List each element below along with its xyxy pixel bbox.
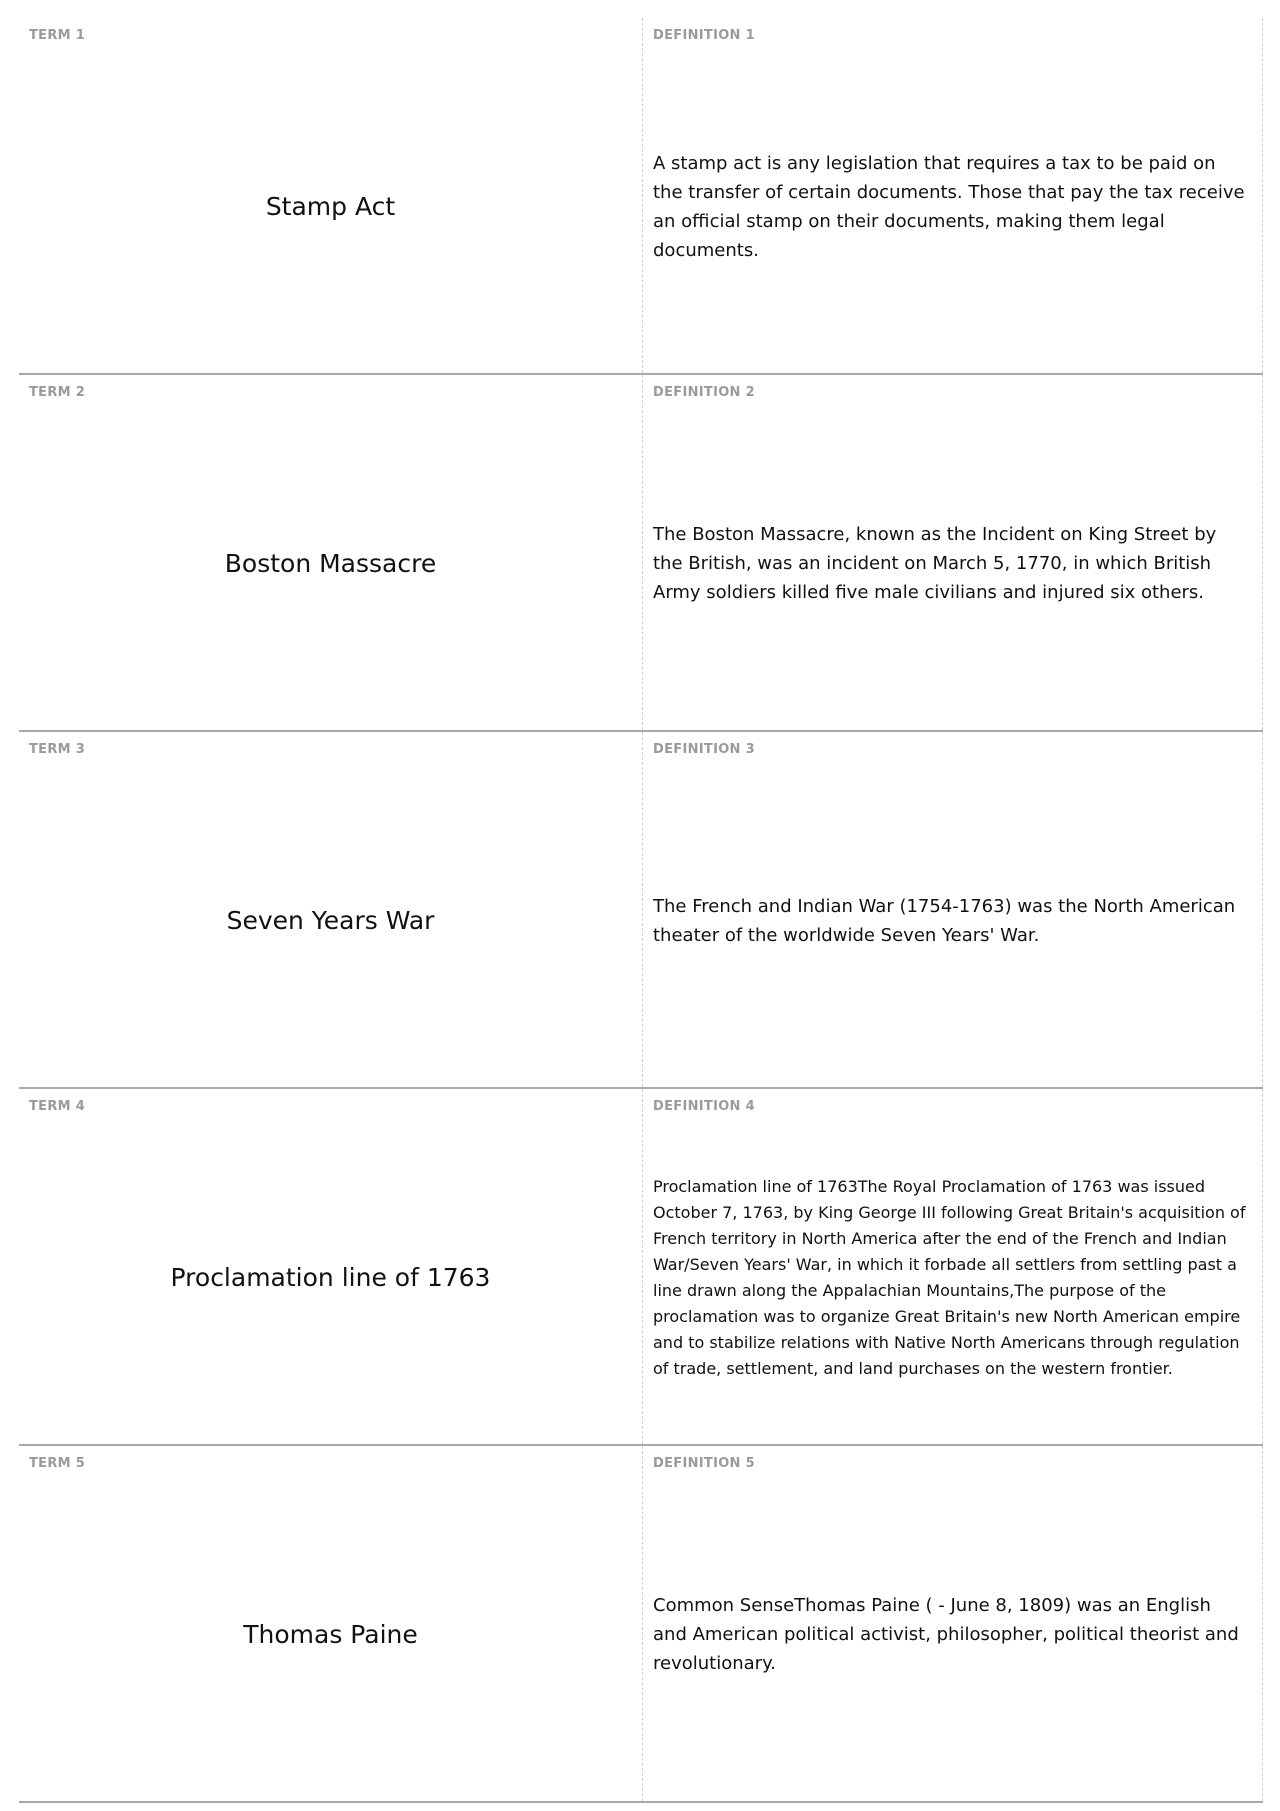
term-cell (19, 1446, 643, 1801)
definition-text: Common SenseThomas Paine ( - June 8, 1809) was an English and American political activist, philosopher, political theorist and revolutionary. (653, 1595, 1239, 1674)
term-text: Thomas Paine (243, 1620, 418, 1649)
term-label: TERM 4 (29, 1099, 86, 1114)
term-text: Boston Massacre (224, 549, 437, 578)
definition-text: A stamp act is any legislation that requires a tax to be paid on the transfer of certain documents. Those that pay the tax receive an official stamp on their documents, making them legal documents. (653, 152, 1245, 261)
term-text: Stamp Act (265, 192, 396, 221)
term-label: TERM 3 (29, 742, 86, 757)
definition-cell (643, 1446, 1263, 1801)
term-label: TERM 1 (29, 28, 86, 43)
definition-cell (643, 732, 1263, 1087)
definition-label: DEFINITION 2 (653, 385, 755, 400)
flashcard-row-2 (19, 375, 1263, 732)
definition-cell (643, 18, 1263, 373)
term-cell (19, 18, 643, 373)
flashcard-row-3 (19, 732, 1263, 1089)
flashcard-row-4 (19, 1089, 1263, 1446)
term-text: Seven Years War (226, 906, 435, 935)
term-label: TERM 2 (29, 385, 86, 400)
term-cell (19, 1089, 643, 1444)
flashcard-row-5 (19, 1446, 1263, 1803)
definition-label: DEFINITION 4 (653, 1099, 755, 1114)
term-text: Proclamation line of 1763 (170, 1263, 491, 1292)
definition-text: The Boston Massacre, known as the Incident on King Street by the British, was an incident on March 5, 1770, in which British Army soldiers killed five male civilians and injured six others. (653, 524, 1217, 603)
definition-text: Proclamation line of 1763The Royal Proclamation of 1763 was issued October 7, 1763, by King George III following Great Britain's acquisition of French territory in North America after the end of the French and Indian War/Seven Years' War, in which it forbade all settlers from settling past a line drawn along the Appalachian Mountains,The purpose of the proclamation was to organize Great Britain's new North American empire and to stabilize relations with Native North Americans through regulation of trade, settlement, and land purchases on the western frontier. (653, 1176, 1246, 1378)
term-label: TERM 5 (29, 1456, 86, 1471)
definition-label: DEFINITION 1 (653, 28, 755, 43)
definition-cell (643, 375, 1263, 730)
term-cell (19, 375, 643, 730)
definition-cell (643, 1089, 1263, 1444)
term-cell (19, 732, 643, 1087)
flashcard-row-1 (19, 18, 1263, 375)
definition-text: The French and Indian War (1754-1763) was the North American theater of the worldwide Seven Years' War. (653, 895, 1236, 946)
flashcard-sheet (19, 18, 1263, 1803)
definition-label: DEFINITION 5 (653, 1456, 755, 1471)
definition-label: DEFINITION 3 (653, 742, 755, 757)
